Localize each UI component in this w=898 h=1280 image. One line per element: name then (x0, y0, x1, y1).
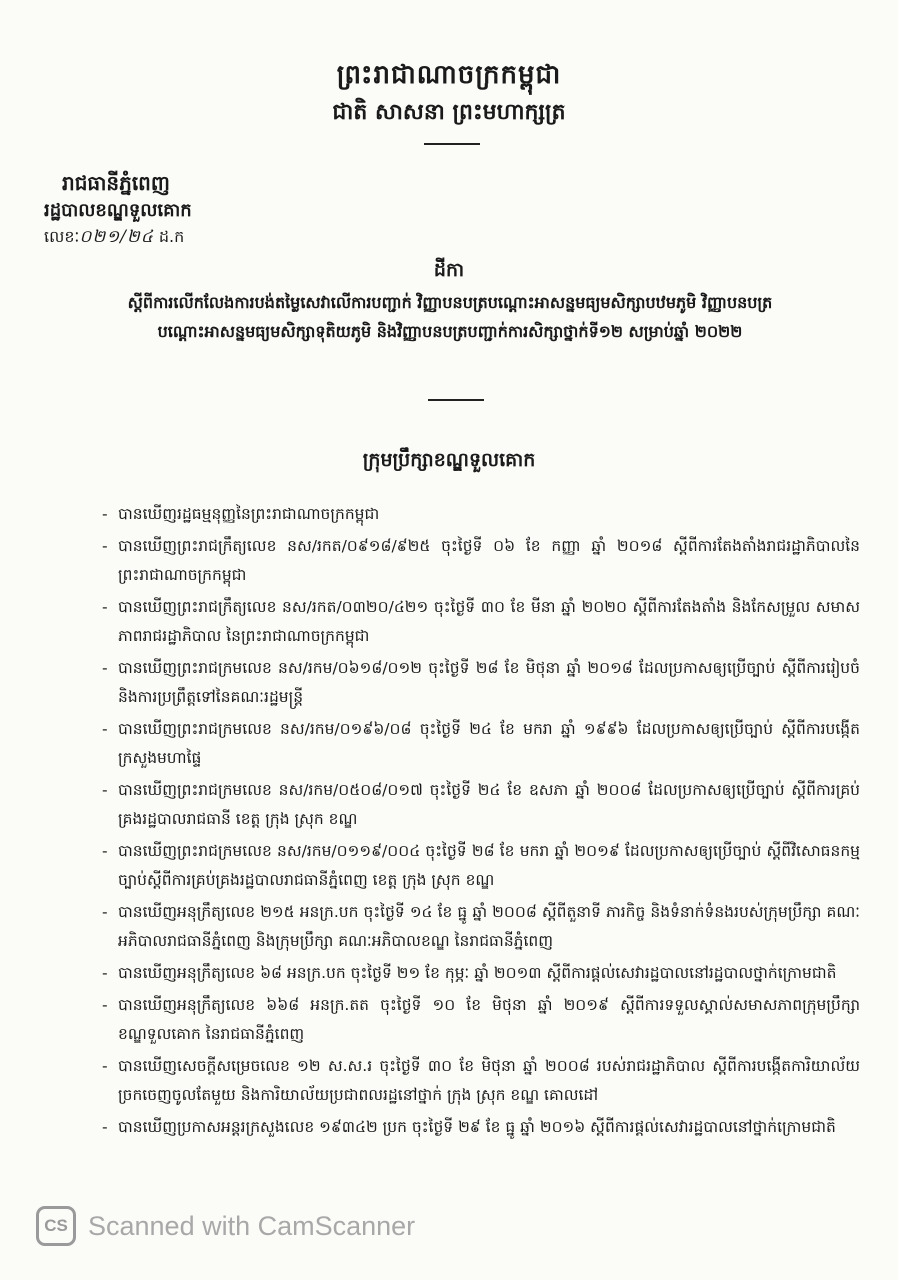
reference-suffix: ដ.ក (158, 227, 185, 246)
preamble-list (100, 500, 860, 1145)
list-item: - បានឃើញអនុក្រឹត្យលេខ ៦៨ អនក្រ.បក ចុះថ្ងៃទី ២១ ខែ កុម្ភៈ ឆ្នាំ ២០១៣ ស្តីពីការផ្តល់សេវារដ្ឋបាលនៅរដ្ឋបាលថ្នាក់ក្រោមជាតិ (100, 959, 860, 988)
watermark-text: Scanned with CamScanner (88, 1210, 416, 1241)
list-item: - បានឃើញអនុក្រឹត្យលេខ ២១៥ អនក្រ.បក ចុះថ្ងៃទី ១៤ ខែ ធ្នូ ឆ្នាំ ២០០៨ ស្តីពីតួនាទី ភារកិច្ច និងទំនាក់ទំនងរបស់ក្រុមប្រឹក្សា គណៈអភិបាលរាជធានីភ្នំពេញ និងក្រុមប្រឹក្សា គណៈអភិបាលខណ្ឌ នៃរាជធានីភ្នំពេញ (100, 898, 860, 956)
divider (424, 143, 480, 145)
reference-handwritten-number: ០២១/២៤ (79, 227, 154, 247)
list-item: - បានឃើញប្រកាសអន្តរក្រសួងលេខ ១៩៣៤២ ប្រក ចុះថ្ងៃទី ២៩ ខែ ធ្នូ ឆ្នាំ ២០១៦ ស្តីពីការផ្តល់សេវារដ្ឋបាលនៅថ្នាក់ក្រោមជាតិ (100, 1113, 860, 1142)
list-item: - បានឃើញព្រះរាជក្រមលេខ នស/រកម/០១១៩/០០៤ ចុះថ្ងៃទី ២៨ ខែ មករា ឆ្នាំ ២០១៩ ដែលប្រកាសឲ្យប្រើច្បាប់ ស្តីពីវិសោធនកម្មច្បាប់ស្តីពីការគ្រប់គ្រងរដ្ឋបាលរាជធានីភ្នំពេញ ខេត្ត ក្រុង ស្រុក ខណ្ឌ (100, 837, 860, 895)
district-administration: រដ្ឋបាលខណ្ឌទួលគោក (44, 200, 192, 221)
list-item: - បានឃើញសេចក្តីសម្រេចលេខ ១២ ស.ស.រ ចុះថ្ងៃទី ៣០ ខែ មិថុនា ឆ្នាំ ២០០៨ របស់រាជរដ្ឋាភិបាល ស្តីពីការបង្កើតការិយាល័យច្រកចេញចូលតែមួយ និងការិយាល័យប្រជាពលរដ្ឋនៅថ្នាក់ ក្រុង ស្រុក ខណ្ឌ គោលដៅ (100, 1052, 860, 1110)
document-type: ដីកា (433, 259, 465, 281)
camscanner-logo-icon: CS (36, 1206, 76, 1246)
document-subject: ស្តីពីការលើកលែងការបង់តម្លៃសេវាលើការបញ្ជាក់ វិញ្ញាបនបត្របណ្ដោះអាសន្នមធ្យមសិក្សាបឋមភូមិ វិញ្ញាបនបត្របណ្ដោះអាសន្នមធ្យមសិក្សាទុតិយភូមិ និងវិញ្ញាបនបត្របញ្ជាក់ការសិក្សាថ្នាក់ទី១២ សម្រាប់ឆ្នាំ ២០២២ (127, 293, 773, 341)
kingdom-heading: ព្រះរាជាណាចក្រកម្ពុជា (336, 60, 562, 90)
reference-label: លេខៈ (44, 227, 80, 246)
list-item: - បានឃើញព្រះរាជក្រឹត្យលេខ នស/រកត/០៩១៨/៩២៥ ចុះថ្ងៃទី ០៦ ខែ កញ្ញា ឆ្នាំ ២០១៨ ស្តីពីការតែងតាំងរាជរដ្ឋាភិបាលនៃព្រះរាជាណាចក្រកម្ពុជា (100, 532, 860, 590)
list-item: - បានឃើញព្រះរាជក្រមលេខ នស/រកម/០៦១៨/០១២ ចុះថ្ងៃទី ២៨ ខែ មិថុនា ឆ្នាំ ២០១៨ ដែលប្រកាសឲ្យប្រើច្បាប់ ស្តីពីការរៀបចំ និងការប្រព្រឹត្តទៅនៃគណៈរដ្ឋមន្ត្រី (100, 654, 860, 712)
divider (428, 399, 484, 401)
camscanner-watermark (36, 1206, 415, 1246)
authority-name: រាជធានីភ្នំពេញ (62, 171, 170, 195)
list-item: - បានឃើញព្រះរាជក្រមលេខ នស/រកម/០១៩៦/០៨ ចុះថ្ងៃទី ២៤ ខែ មករា ឆ្នាំ ១៩៩៦ ដែលប្រកាសឲ្យប្រើច្បាប់ ស្តីពីការបង្កើតក្រសួងមហាផ្ទៃ (100, 715, 860, 773)
national-motto: ជាតិ សាសនា ព្រះមហាក្សត្រ (332, 100, 566, 125)
list-item: - បានឃើញអនុក្រឹត្យលេខ ៦៦៨ អនក្រ.តត ចុះថ្ងៃទី ១០ ខែ មិថុនា ឆ្នាំ ២០១៩ ស្តីពីការទទួលស្គាល់សមាសភាពក្រុមប្រឹក្សាខណ្ឌទួលគោក នៃរាជធានីភ្នំពេញ (100, 991, 860, 1049)
list-item: - បានឃើញរដ្ឋធម្មនុញ្ញនៃព្រះរាជាណាចក្រកម្ពុជា (100, 500, 860, 529)
reference-number (44, 226, 184, 251)
list-item: - បានឃើញព្រះរាជក្រឹត្យលេខ នស/រកត/០៣២០/៤២១ ចុះថ្ងៃទី ៣០ ខែ មីនា ឆ្នាំ ២០២០ ស្តីពីការតែងតាំង និងកែសម្រួល សមាសភាពរាជរដ្ឋាភិបាល នៃព្រះរាជាណាចក្រកម្ពុជា (100, 593, 860, 651)
list-item: - បានឃើញព្រះរាជក្រមលេខ នស/រកម/០៥០៨/០១៧ ចុះថ្ងៃទី ២៤ ខែ ឧសភា ឆ្នាំ ២០០៨ ដែលប្រកាសឲ្យប្រើច្បាប់ ស្តីពីការគ្រប់គ្រងរដ្ឋបាលរាជធានី ខេត្ត ក្រុង ស្រុក ខណ្ឌ (100, 776, 860, 834)
issuer-heading: ក្រុមប្រឹក្សាខណ្ឌទួលគោក (362, 449, 536, 471)
